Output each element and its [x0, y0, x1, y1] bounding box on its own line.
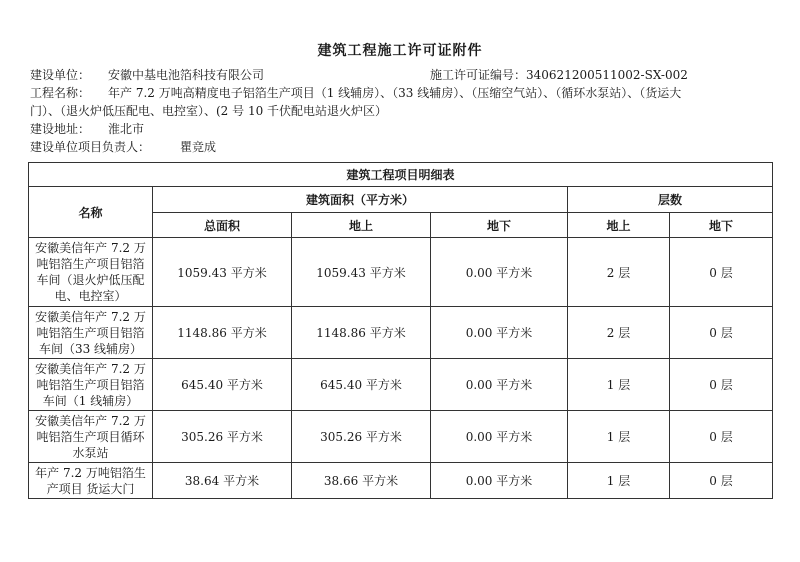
table-row [29, 411, 773, 463]
project-row [30, 84, 775, 120]
cell-below-floors: 0 层 [670, 359, 773, 411]
header-below-floors: 地下 [670, 213, 773, 238]
table-row [29, 463, 773, 499]
builder-value: 安徽中基电池箔科技有限公司 [108, 68, 265, 82]
table-row [29, 359, 773, 411]
cell-above-area: 1059.43 平方米 [292, 238, 431, 307]
table-caption: 建筑工程项目明细表 [29, 163, 773, 187]
address-label: 建设地址： [30, 122, 91, 136]
cell-total-area: 1059.43 平方米 [153, 238, 292, 307]
cell-below-floors: 0 层 [670, 463, 773, 499]
cell-below-area: 0.00 平方米 [431, 463, 568, 499]
cell-name-line: 年产 7.2 万吨铝箔生 [35, 465, 146, 480]
cell-below-area: 0.00 平方米 [431, 307, 568, 359]
cell-above-floors: 1 层 [568, 463, 670, 499]
header-total-area: 总面积 [153, 213, 292, 238]
table-row [29, 307, 773, 359]
manager-value: 瞿竞成 [180, 140, 217, 154]
header-name: 名称 [29, 187, 153, 238]
builder-row [30, 66, 264, 84]
cell-below-floors: 0 层 [670, 411, 773, 463]
cell-name-line: 安徽美信年产 7.2 万 [35, 413, 146, 428]
address-value: 淮北市 [108, 122, 145, 136]
project-detail-table [28, 162, 773, 499]
cell-above-floors: 2 层 [568, 238, 670, 307]
header-above-floors: 地上 [568, 213, 670, 238]
cell-name [29, 359, 153, 411]
manager-label: 建设单位项目负责人： [30, 140, 151, 154]
cell-name-line: 吨铝箔生产项目循环 [36, 429, 145, 444]
project-label: 工程名称： [30, 86, 91, 100]
table-row [29, 238, 773, 307]
address-row [30, 120, 144, 138]
cell-name [29, 411, 153, 463]
cell-total-area: 1148.86 平方米 [153, 307, 292, 359]
permit-label: 施工许可证编号： [430, 68, 527, 82]
manager-row [30, 138, 216, 156]
cell-below-area: 0.00 平方米 [431, 238, 568, 307]
cell-total-area: 645.40 平方米 [153, 359, 292, 411]
header-above-area: 地上 [292, 213, 431, 238]
cell-total-area: 305.26 平方米 [153, 411, 292, 463]
cell-above-floors: 2 层 [568, 307, 670, 359]
cell-name-line: 吨铝箔生产项目铝箔 [36, 377, 145, 392]
cell-below-floors: 0 层 [670, 238, 773, 307]
cell-above-area: 1148.86 平方米 [292, 307, 431, 359]
project-value-line1: 年产 7.2 万吨高精度电子铝箔生产项目（1 线辅房）、（33 线辅房）、（压缩空气站）、（循环水泵站）、（货运大 [108, 86, 682, 100]
cell-name-line: 电、电控室） [54, 289, 127, 303]
header-floors: 层数 [568, 187, 773, 213]
permit-row [430, 66, 688, 84]
cell-above-floors: 1 层 [568, 411, 670, 463]
header-below-area: 地下 [431, 213, 568, 238]
cell-name-line: 水泵站 [72, 445, 109, 460]
cell-name-line: 车间（1 线辅房） [42, 393, 139, 408]
builder-label: 建设单位： [30, 68, 91, 82]
cell-name-line: 安徽美信年产 7.2 万 [35, 241, 146, 255]
cell-name-line: 安徽美信年产 7.2 万 [35, 361, 146, 376]
cell-above-area: 305.26 平方米 [292, 411, 431, 463]
cell-name-line: 车间（33 线辅房） [38, 341, 143, 356]
cell-above-floors: 1 层 [568, 359, 670, 411]
cell-name-line: 吨铝箔生产项目铝箔 [36, 257, 145, 271]
header-area: 建筑面积（平方米） [153, 187, 568, 213]
project-value-line2: 门）、（退火炉低压配电、电控室）、(2 号 10 千伏配电站退火炉区） [30, 104, 388, 118]
cell-below-area: 0.00 平方米 [431, 359, 568, 411]
document-title: 建筑工程施工许可证附件 [317, 43, 483, 59]
cell-above-area: 645.40 平方米 [292, 359, 431, 411]
cell-name-line: 安徽美信年产 7.2 万 [35, 309, 146, 324]
cell-name-line: 车间（退火炉低压配 [36, 273, 145, 287]
cell-name-line: 产项目 货运大门 [46, 481, 135, 496]
cell-name-line: 吨铝箔生产项目铝箔 [36, 325, 145, 340]
cell-below-area: 0.00 平方米 [431, 411, 568, 463]
cell-name [29, 307, 153, 359]
cell-below-floors: 0 层 [670, 307, 773, 359]
cell-above-area: 38.66 平方米 [292, 463, 431, 499]
cell-name [29, 238, 153, 307]
cell-name [29, 463, 153, 499]
permit-value: 340621200511002-SX-002 [526, 68, 688, 82]
cell-total-area: 38.64 平方米 [153, 463, 292, 499]
